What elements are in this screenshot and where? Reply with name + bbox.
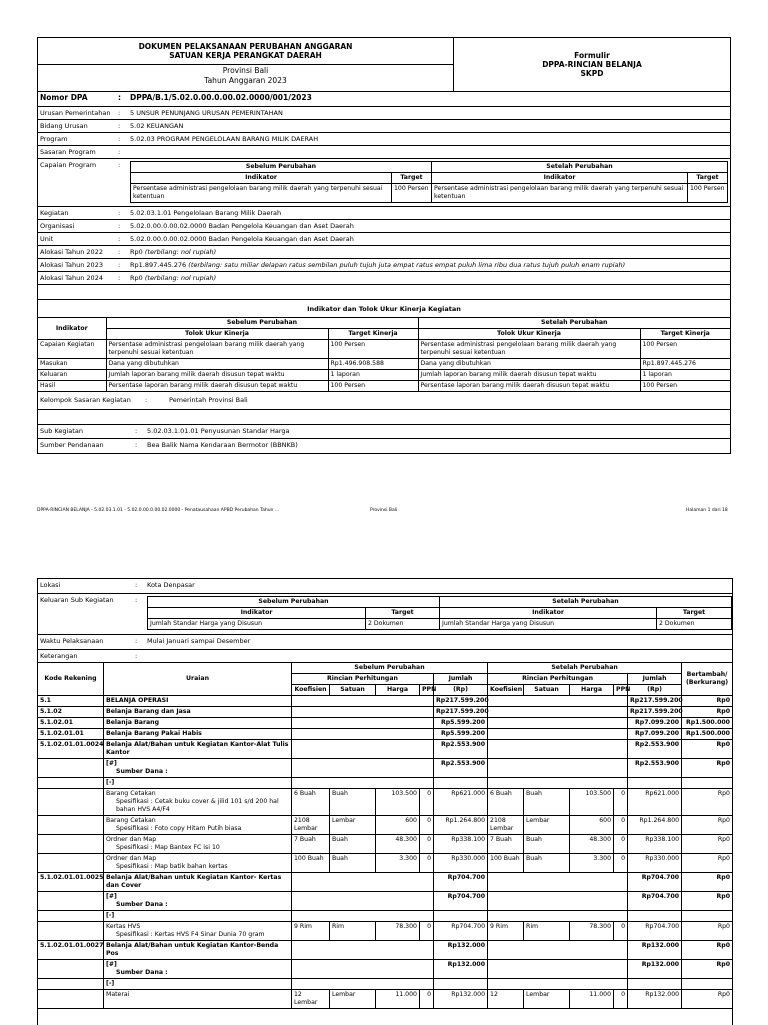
info2-row: Kegiatan : 5.02.03.1.01 Pengelolaan Barang Milik Daerah (38, 207, 730, 220)
header-table (37, 37, 731, 92)
info-row: Bidang Urusan : 5.02 KEUANGAN (38, 120, 730, 133)
alokasi-note: (terbilang: satu miliar delapan ratus sembilan puluh tujuh juta empat ratus empat puluh lima ribu dua ratus tujuh puluh enam rupiah) (188, 261, 626, 269)
table-row: 5.1.02.01.01.0024 Belanja Alat/Bahan untuk Kegiatan Kantor-Alat Tulis Kantor Rp2.553.900 Rp2.553.900 Rp0 (38, 740, 733, 759)
kinerja-row: Capaian Kegiatan Persentase administrasi pengelolaan barang milik daerah yang terpenuhi sesuai ketentuan 100 Persen Persentase administrasi pengelolaan barang milik daerah yang terpenuhi sesuai ketentuan 100 Persen (38, 340, 730, 359)
after-target: 100 Persen (688, 184, 728, 203)
item-row: Barang Cetakan Spesifikasi : Foto copy Hitam Putih biasa 2108 Lembar Lembar 600 0 Rp1.264.800 2108 Lembar Lembar 600 0 Rp1.264.800 Rp0 (38, 816, 733, 835)
col-target: Target Kinerja (640, 329, 730, 340)
nomor-dpa-row (38, 92, 730, 107)
kinerja-row: Keluaran Jumlah laporan barang milik daerah disusun tepat waktu 1 laporan Jumlah laporan barang milik daerah disusun tepat waktu 1 laporan (38, 370, 730, 381)
item-row: Ordner dan Map Spesifikasi : Map Bantex FC isi 10 7 Buah Buah 48.300 0 Rp338.100 7 Buah Buah 48.300 0 Rp338.100 Rp0 (38, 835, 733, 854)
info-row: Program : 5.02.03 PROGRAM PENGELOLAAN BARANG MILIK DAERAH (38, 133, 730, 146)
sumber-row: Sumber Pendanaan : Bea Balik Nama Kendaraan Bermotor (BBNKB) (40, 441, 298, 449)
nomor-label: Nomor DPA (40, 93, 88, 102)
table-row: 5.1.02.01.01 Belanja Barang Pakai Habis Rp5.599.200 Rp7.099.200 Rp1.500.000 (38, 729, 733, 740)
info-block (37, 92, 731, 454)
footer-mid: Provinsi Bali (370, 508, 398, 513)
item-row: Barang Cetakan Spesifikasi : Cetak buku cover & jilid 101 s/d 200 hal bahan HVS A4/F4 6 Buah Buah 103.500 0 Rp621.000 6 Buah Buah 103.500 0 Rp621.000 Rp0 (38, 789, 733, 816)
alokasi-value: Rp1.897.445.276 (130, 261, 187, 269)
capaian-table (130, 161, 728, 203)
footer-left: DPPA-RINCIAN BELANJA - 5.02.03.1.01 - 5.02.0.00.0.00.02.0000 - Penatausahaan APBD Perubahan Tahun ... (37, 508, 280, 513)
year-text: Tahun Anggaran 2023 (204, 76, 287, 85)
info2-label: Alokasi Tahun 2024 (40, 274, 103, 282)
subkeg-row: Sub Kegiatan : 5.02.03.1.01.01 Penyusunan Standar Harga (38, 425, 730, 439)
col-target: Target (688, 173, 728, 184)
before-head: Sebelum Perubahan (106, 318, 418, 329)
before-indikator: Persentase administrasi pengelolaan barang milik daerah yang terpenuhi sesuai ketentuan (131, 184, 392, 203)
group-row: [#] Sumber Dana : Rp2.553.900 Rp2.553.900 Rp0 (38, 759, 733, 778)
info-row: Urusan Pemerintahan : 5 UNSUR PENUNJANG URUSAN PEMERINTAHAN (38, 107, 730, 120)
keluaran-row: Keluaran Sub Kegiatan : Sebelum Perubahan Setelah Perubahan Indikator Target Indikator Target Jumlah Standar Harga yang Disusun 2 Dokumen Jumlah Standar Harga yang Disusun 2 Dokumen (38, 594, 732, 635)
nomor-sep: : (118, 93, 121, 102)
after-head: Setelah Perubahan (432, 162, 728, 173)
dash-row: [-] (38, 911, 733, 922)
keluaran-table: Sebelum Perubahan Setelah Perubahan Indikator Target Indikator Target Jumlah Standar Harga yang Disusun 2 Dokumen Jumlah Standar Harga yang Disusun 2 Dokumen (147, 596, 732, 630)
doc-title (38, 38, 454, 65)
info2-label: Organisasi (40, 222, 75, 230)
col-indikator: Indikator (38, 318, 106, 340)
col-tolok: Tolok Ukur Kinerja (106, 329, 328, 340)
kelompok-row: Kelompok Sasaran Kegiatan : Pemerintah Provinsi Bali (38, 392, 730, 410)
province-text: Provinsi Bali (222, 66, 269, 75)
table-row: 5.1.02.01.01.0025 Belanja Alat/Bahan untuk Kegiatan Kantor- Kertas dan Cover Rp704.700 Rp704.700 Rp0 (38, 873, 733, 892)
col-indikator: Indikator (131, 173, 392, 184)
col-tolok: Tolok Ukur Kinerja (418, 329, 640, 340)
form-line2: DPPA-RINCIAN BELANJA (542, 60, 642, 69)
alokasi-value: Rp0 (130, 274, 143, 282)
info-row: Sasaran Program : (38, 146, 730, 159)
table-row: 5.1 BELANJA OPERASI Rp217.599.200 Rp217.599.200 Rp0 (38, 696, 733, 707)
info2-row: Alokasi Tahun 2022 : Rp0 (terbilang: nol rupiah) (38, 246, 730, 259)
page-1 (37, 37, 731, 512)
after-head: Setelah Perubahan (418, 318, 730, 329)
col-indikator: Indikator (432, 173, 688, 184)
info2-row: Alokasi Tahun 2024 : Rp0 (terbilang: nol rupiah) (38, 272, 730, 285)
nomor-value: DPPA/B.1/5.02.0.00.0.00.02.0000/001/2023 (130, 93, 312, 102)
kinerja-title: Indikator dan Tolok Ukur Kinerja Kegiatan (38, 300, 730, 318)
rincian-table: Kode Rekening Uraian Sebelum Perubahan Setelah Perubahan Bertambah/ (Berkurang) Rincian Perhitungan Jumlah Rincian Perhitungan Jumlah Koefisien Satuan Harga PPN (Rp) Koefisien Satuan Harga PPN (Rp) 5.1 BELANJA OPERASI Rp217.599.200 Rp217.599.200 Rp0 5.1.02 Belanja Barang dan Jasa Rp217.599.200 Rp217.599.200 Rp0 5.1.02.01 Belanja Barang Rp5.599.200 Rp7.099.200 Rp1.500.000 5.1.02.01.01 Belanja Barang Pakai Habis Rp5.599.200 Rp7.099.200 Rp1.500.000 5.1.02.01.01.0024 Belanja Alat/Bahan untuk Kegiatan Kantor-Alat Tulis Kantor Rp2.553.900 Rp2.553.900 Rp0 [#] Sumber Dana : Rp2.553.900 Rp2.553.900 Rp0 [-] Barang Cetakan Spesifikasi : Cetak buku cover & jilid 101 s/d 200 hal bahan HVS A4/F4 6 Buah Buah 103.500 0 Rp621.000 6 Buah Buah 103.500 0 Rp621.000 Rp0 Barang Cetakan Spesifikasi : Foto copy Hitam Putih biasa 2108 Lembar Lembar 600 0 Rp1.264.800 2108 Lembar Lembar 600 0 Rp1.264.800 Rp0 Ordner dan Map Spesifikasi : Map Bantex FC isi 10 7 Buah Buah 48.300 0 Rp338.100 7 Buah Buah 48.300 0 Rp338.100 Rp0 Ordner dan Map Spesifikasi : Map batik bahan kertas 100 Buah Buah 3.300 0 Rp330.000 100 Buah Buah 3.300 0 Rp330.000 Rp0 5.1.02.01.01.0025 Belanja Alat/Bahan untuk Kegiatan Kantor- Kertas dan Cover Rp704.700 Rp704.700 Rp0 [#] Sumber Dana : Rp704.700 Rp704.700 Rp0 [-] Kertas HVS Spesifikasi : Kertas HVS F4 Sinar Dunia 70 gram 9 Rim Rim 78.300 0 Rp704.700 9 Rim Rim 78.300 0 Rp704.700 Rp0 5.1.02.01.01.0027 Belanja Alat/Bahan untuk Kegiatan Kantor-Benda Pos Rp132.000 Rp132.000 Rp0 [#] Sumber Dana : Rp132.000 Rp132.000 Rp0 [-] Materai 12 Lembar Lembar 11.000 0 Rp132.000 12 Lembar 11.000 0 Rp132.000 Rp0 (37, 662, 733, 1009)
kinerja-row: Hasil Persentase laporan barang milik daerah disusun tepat waktu 100 Persen Persentase laporan barang milik daerah disusun tepat waktu 100 Persen (38, 381, 730, 392)
table-row: 5.1.02.01.01.0027 Belanja Alat/Bahan untuk Kegiatan Kantor-Benda Pos Rp132.000 Rp132.000 Rp0 (38, 941, 733, 960)
info2-label: Unit (40, 235, 54, 243)
table-row: 5.1.02 Belanja Barang dan Jasa Rp217.599.200 Rp217.599.200 Rp0 (38, 707, 733, 718)
item-row: Materai 12 Lembar Lembar 11.000 0 Rp132.000 12 Lembar 11.000 0 Rp132.000 Rp0 (38, 990, 733, 1009)
before-target: 100 Persen (392, 184, 432, 203)
waktu-row: Waktu Pelaksanaan : Mulai Januari sampai Desember (38, 635, 732, 650)
doc-subtitle (38, 65, 454, 92)
alokasi-value: Rp0 (130, 248, 143, 256)
info2-value: 5.02.03.1.01 Pengelolaan Barang Milik Daerah (130, 209, 282, 217)
keterangan-row: Keterangan : (40, 652, 138, 660)
alokasi-note: (terbilang: nol rupiah) (144, 274, 217, 282)
info-label: Program (40, 135, 68, 143)
info2-label: Kegiatan (40, 209, 69, 217)
col-target: Target Kinerja (328, 329, 418, 340)
info-value: 5.02 KEUANGAN (130, 122, 184, 130)
page-2 (37, 578, 733, 1025)
form-line1: Formulir (574, 51, 610, 60)
info-value: 5 UNSUR PENUNJANG URUSAN PEMERINTAHAN (130, 109, 283, 117)
group-row: [#] Sumber Dana : Rp132.000 Rp132.000 Rp0 (38, 960, 733, 979)
item-row: Ordner dan Map Spesifikasi : Map batik bahan kertas 100 Buah Buah 3.300 0 Rp330.000 100 Buah Buah 3.300 0 Rp330.000 Rp0 (38, 854, 733, 873)
table-row: 5.1.02.01 Belanja Barang Rp5.599.200 Rp7.099.200 Rp1.500.000 (38, 718, 733, 729)
info2-label: Alokasi Tahun 2023 (40, 261, 103, 269)
info2-row: Unit : 5.02.0.00.0.00.02.0000 Badan Pengelola Keuangan dan Aset Daerah (38, 233, 730, 246)
capaian-row: Capaian Program : Sebelum Perubahan Setelah Perubahan Indikator Target Indikator Target Persentase administrasi pengelolaan barang milik daerah yang terpenuhi sesuai ketentuan 100 Persen Persentase administrasi pengelolaan barang milik daerah yang terpenuhi sesuai ketentuan 100 Persen (38, 159, 730, 207)
capaian-label: Capaian Program (40, 161, 97, 169)
form-line3: SKPD (580, 69, 604, 78)
after-indikator: Persentase administrasi pengelolaan barang milik daerah yang terpenuhi sesuai ketentuan (432, 184, 688, 203)
dash-row: [-] (38, 979, 733, 990)
info2-row: Organisasi : 5.02.0.00.0.00.02.0000 Badan Pengelola Keuangan dan Aset Daerah (38, 220, 730, 233)
form-title (454, 38, 731, 92)
before-head: Sebelum Perubahan (131, 162, 432, 173)
info-label: Urusan Pemerintahan (40, 109, 111, 117)
info2-row: Alokasi Tahun 2023 : Rp1.897.445.276 (terbilang: satu miliar delapan ratus sembilan puluh tujuh juta empat ratus empat puluh lima ribu dua ratus tujuh puluh enam rupiah) (38, 259, 730, 272)
doc-title-line1: DOKUMEN PELAKSANAAN PERUBAHAN ANGGARAN (138, 42, 353, 51)
doc-title-line2: SATUAN KERJA PERANGKAT DAERAH (169, 51, 322, 60)
item-row: Kertas HVS Spesifikasi : Kertas HVS F4 Sinar Dunia 70 gram 9 Rim Rim 78.300 0 Rp704.700 9 Rim Rim 78.300 0 Rp704.700 Rp0 (38, 922, 733, 941)
dash-row: [-] (38, 778, 733, 789)
info2-value: 5.02.0.00.0.00.02.0000 Badan Pengelola Keuangan dan Aset Daerah (130, 235, 354, 243)
kinerja-table (38, 317, 730, 392)
info-value: 5.02.03 PROGRAM PENGELOLAAN BARANG MILIK DAERAH (130, 135, 319, 143)
info2-label: Alokasi Tahun 2022 (40, 248, 103, 256)
alokasi-note: (terbilang: nol rupiah) (144, 248, 217, 256)
lokasi-row: Lokasi : Kota Denpasar (38, 579, 732, 594)
info-label: Bidang Urusan (40, 122, 88, 130)
kinerja-row: Masukan Dana yang dibutuhkan Rp1.496.908.588 Dana yang dibutuhkan Rp1.897.445.276 (38, 359, 730, 370)
info-label: Sasaran Program (40, 148, 96, 156)
col-target: Target (392, 173, 432, 184)
info2-value: 5.02.0.00.0.00.02.0000 Badan Pengelola Keuangan dan Aset Daerah (130, 222, 354, 230)
group-row: [#] Sumber Dana : Rp704.700 Rp704.700 Rp0 (38, 892, 733, 911)
footer-right: Halaman 1 dari 18 (686, 508, 728, 513)
